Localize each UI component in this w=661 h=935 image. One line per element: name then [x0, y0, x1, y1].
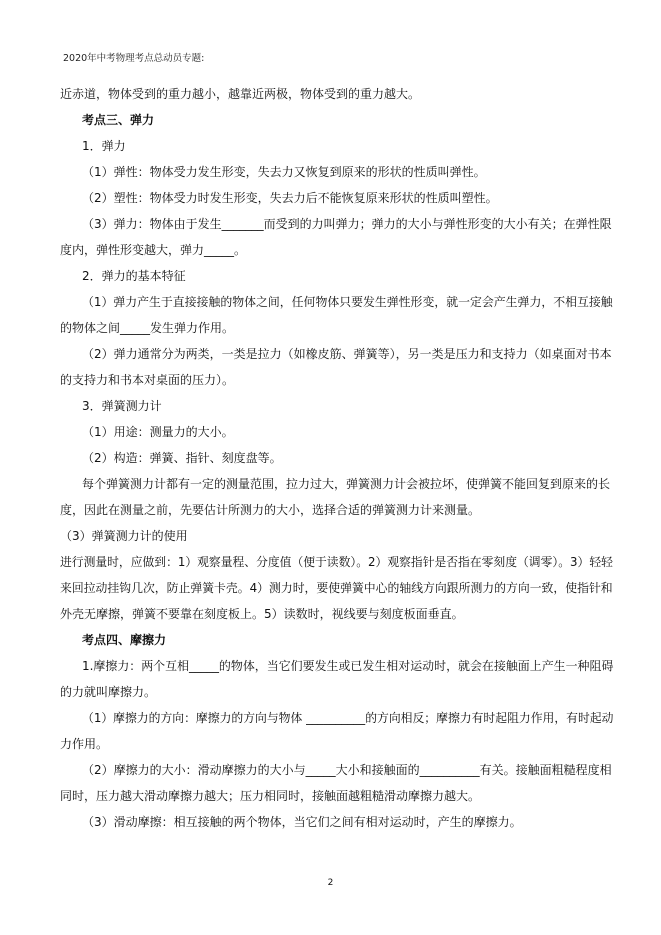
text-line: （1）摩擦力的方向：摩擦力的方向与物体 __________的方向相反；摩擦力有时起阻力作用，有时起动: [82, 711, 614, 725]
subheading: （3）弹簧测力计的使用: [60, 529, 188, 543]
text-line: （2）构造：弹簧、指针、刻度盘等。: [82, 451, 282, 465]
text-line: （1）用途：测量力的大小。: [82, 425, 234, 439]
subheading: 2．弹力的基本特征: [82, 269, 186, 283]
page-number: 2: [327, 878, 334, 888]
text-line: 每个弹簧测力计都有一定的测量范围，拉力过大，弹簧测力计会被拉坏，使弹簧不能回复到原来的长: [82, 477, 611, 491]
text-line: 进行测量时，应做到：1）观察量程、分度值（便于读数）。2）观察指针是否指在零刻度（调零）。3）轻轻: [60, 555, 613, 569]
text-line: （3）弹力：物体由于发生_______而受到的力叫弹力；弹力的大小与弹性形变的大小有关；在弹性限: [82, 217, 612, 231]
page-header: 2020年中考物理考点总动员专题:: [63, 53, 205, 64]
text-line: 的物体之间_____发生弹力作用。: [60, 321, 235, 335]
text-line: 近赤道，物体受到的重力越小，越靠近两极，物体受到的重力越大。: [60, 87, 421, 101]
text-line: 度，因此在测量之前，先要估计所测力的大小，选择合适的弹簧测力计来测量。: [60, 503, 481, 517]
text-line: （2）摩擦力的大小：滑动摩擦力的大小与_____大小和接触面的__________有关。接触面粗糙程度相: [82, 763, 612, 777]
text-line: （2）弹力通常分为两类，一类是拉力（如橡皮筋、弹簧等），另一类是压力和支持力（如桌面对书本: [82, 347, 612, 361]
text-line: （1）弹性：物体受力发生形变，失去力又恢复到原来的形状的性质叫弹性。: [82, 165, 486, 179]
subheading: 1．弹力: [82, 139, 126, 153]
text-line: 的支持力和书本对桌面的压力）。: [60, 373, 235, 387]
section-heading: 考点四、摩擦力: [82, 633, 167, 647]
text-line: 1.摩擦力：两个互相_____的物体，当它们要发生或已发生相对运动时，就会在接触面上产生一种阻碍: [82, 659, 614, 673]
text-line: 度内，弹性形变越大，弹力_____。: [60, 243, 247, 257]
text-line: （3）滑动摩擦：相互接触的两个物体，当它们之间有相对运动时，产生的摩擦力。: [82, 815, 522, 829]
text-line: 外壳无摩擦，弹簧不要靠在刻度板上。5）读数时，视线要与刻度板面垂直。: [60, 607, 464, 621]
section-heading: 考点三、弹力: [82, 113, 155, 127]
text-line: 力作用。: [60, 737, 109, 751]
text-line: （2）塑性：物体受力时发生形变，失去力后不能恢复原来形状的性质叫塑性。: [82, 191, 498, 205]
text-line: 的力就叫摩擦力。: [60, 685, 157, 699]
subheading: 3．弹簧测力计: [82, 399, 162, 413]
text-line: 来回拉动挂钩几次，防止弹簧卡壳。4）测力时，要使弹簧中心的轴线方向跟所测力的方向一致，使指针和: [60, 581, 613, 595]
text-line: 同时，压力越大滑动摩擦力越大；压力相同时，接触面越粗糙滑动摩擦力越大。: [60, 789, 481, 803]
text-line: （1）弹力产生于直接接触的物体之间，任何物体只要发生弹性形变，就一定会产生弹力，不相互接触: [82, 295, 613, 309]
